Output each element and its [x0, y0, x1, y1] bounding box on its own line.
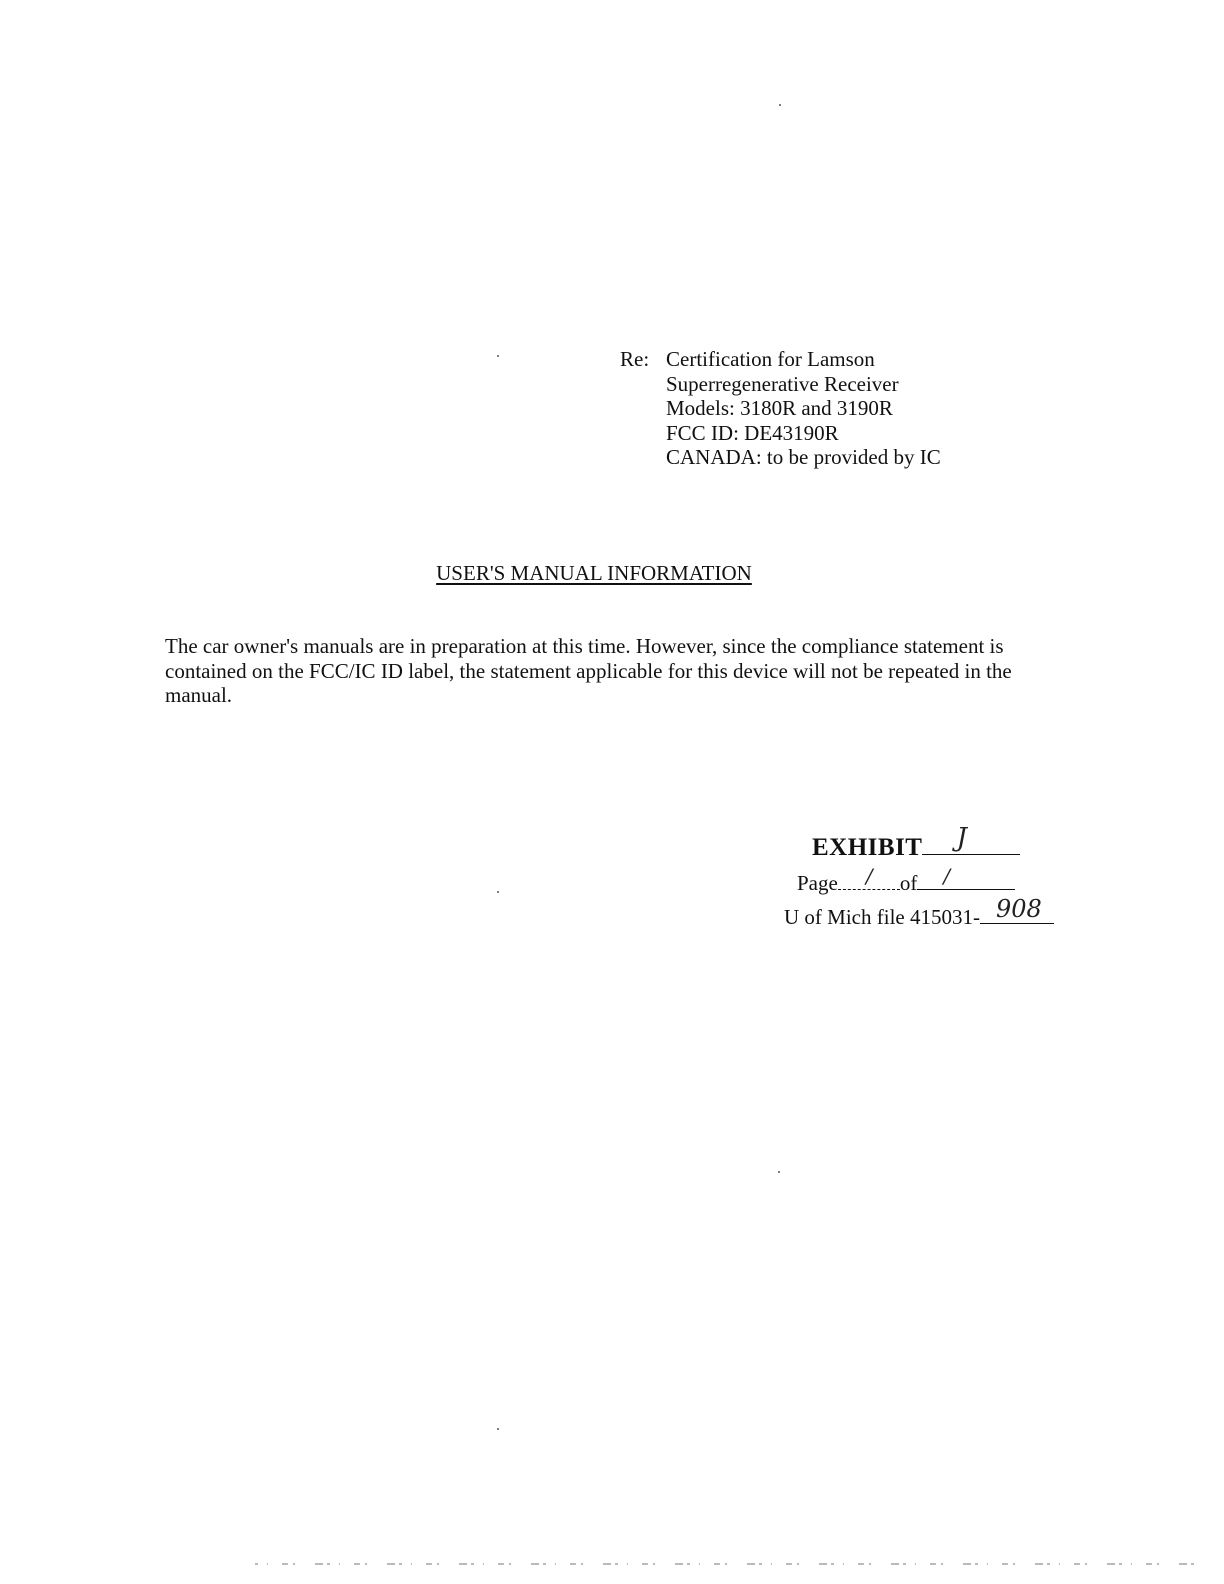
of-label: of	[899, 871, 918, 895]
scan-speck	[497, 1428, 499, 1430]
page-number: /	[865, 864, 873, 888]
exhibit-label	[812, 823, 1020, 862]
page-number-blank	[838, 864, 900, 890]
re-lines	[666, 347, 941, 470]
exhibit-letter: J	[956, 823, 968, 853]
scan-speck	[778, 1171, 780, 1173]
file-label: U of Mich file 415031-	[784, 905, 980, 929]
total-pages: /	[943, 864, 951, 888]
file-number-line	[784, 895, 1054, 930]
re-line-1: Certification for Lamson	[666, 347, 875, 371]
re-label: Re:	[620, 347, 650, 371]
page-count-line	[797, 864, 1015, 896]
file-number-blank	[980, 895, 1054, 924]
page-label: Page	[797, 871, 838, 895]
scan-speck	[497, 891, 499, 893]
file-number: 908	[995, 895, 1042, 923]
exhibit-text: EXHIBIT	[812, 834, 923, 861]
total-pages-blank	[917, 864, 1015, 890]
exhibit-blank	[922, 823, 1020, 855]
section-heading: USER'S MANUAL INFORMATION	[436, 561, 752, 585]
re-line-3: Models: 3180R and 3190R	[666, 396, 893, 420]
scan-footer-noise	[255, 1562, 1195, 1566]
re-line-2: Superregenerative Receiver	[666, 371, 899, 396]
scan-speck	[779, 104, 781, 106]
body-paragraph: The car owner's manuals are in preparation at this time. However, since the compliance statement is contained on the FCC/IC ID label, the statement applicable for this device will not be repeated in the manual.	[165, 634, 1012, 707]
re-line-5: CANADA: to be provided by IC	[666, 445, 941, 469]
scan-speck	[497, 355, 499, 357]
re-line-4: FCC ID: DE43190R	[666, 420, 839, 445]
